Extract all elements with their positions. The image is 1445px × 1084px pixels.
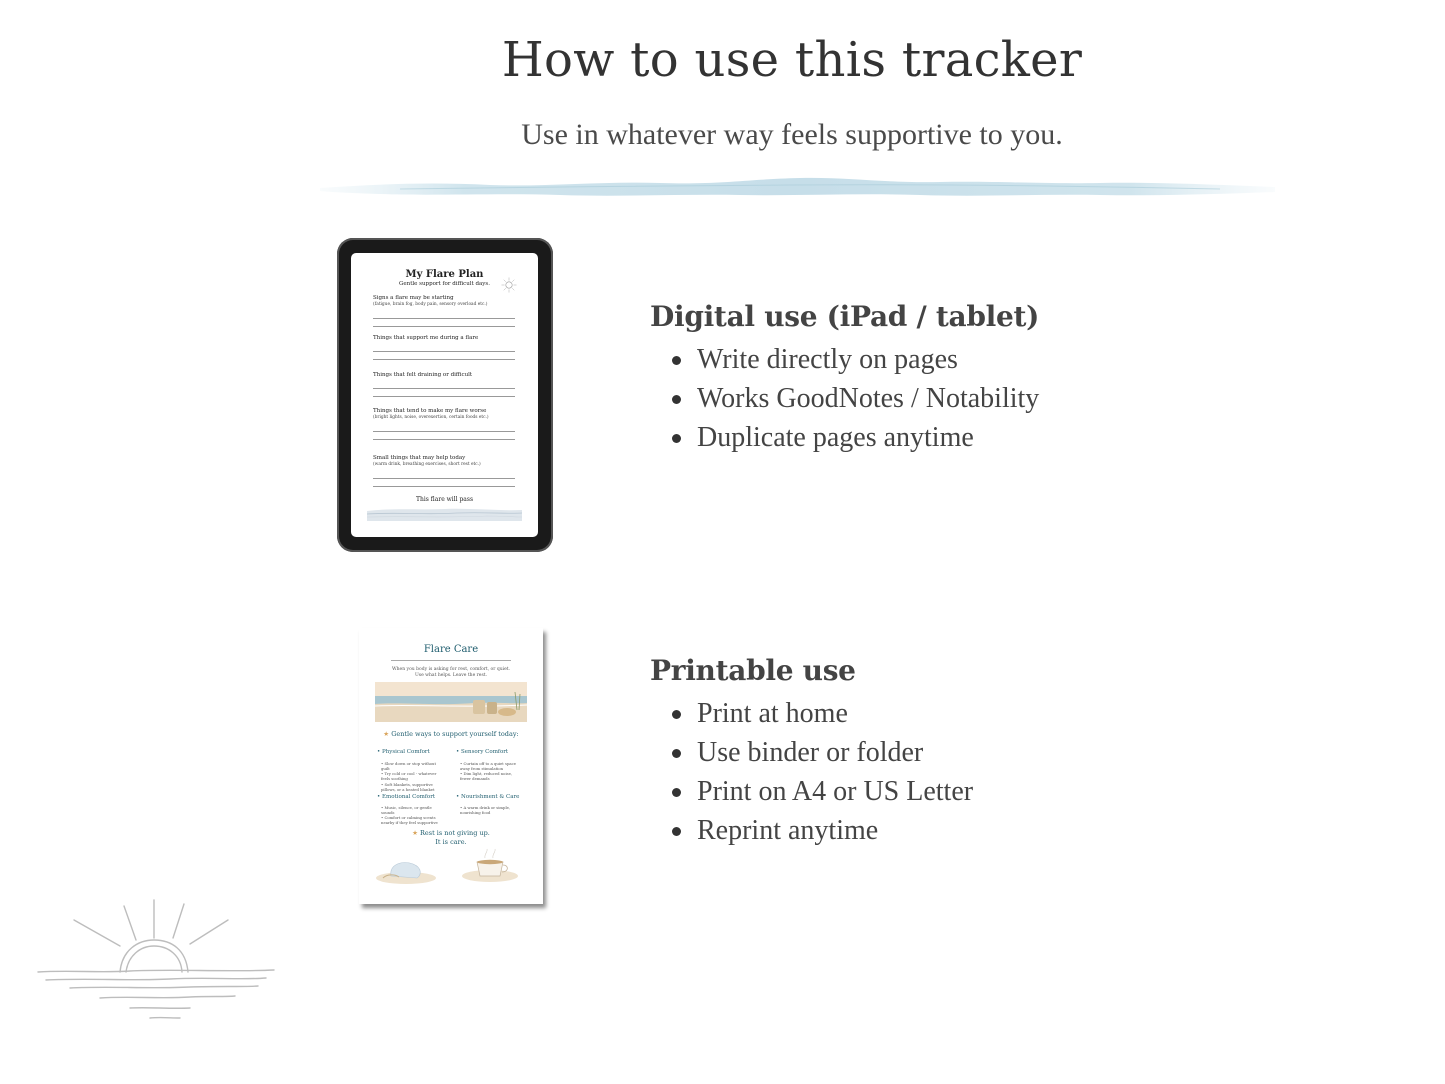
column-list (460, 761, 524, 782)
section-label: Things that tend to make my flare worse (373, 408, 487, 414)
rest-line: It is care. (435, 837, 467, 846)
flare-plan-section (373, 408, 518, 421)
write-line (373, 478, 515, 479)
list-item: • Try cold or cool - whatever feels soothing (381, 771, 437, 782)
gentle-ways-label: Gentle ways to support yourself today: (391, 730, 519, 738)
rest-line (359, 829, 543, 838)
write-line (373, 326, 515, 327)
column-heading: • Sensory Comfort (456, 749, 509, 755)
list-item: • Dim light, reduced noise, fewer demands (460, 771, 513, 782)
section-hint: (fatigue, brain fog, body pain, sensory overload etc.) (373, 302, 488, 308)
list-item: Write directly on pages (697, 340, 1039, 379)
page-title: How to use this tracker (501, 32, 1083, 88)
write-line (373, 431, 515, 432)
list-item: • Comfort or calming scents nearby if they feel supportive (381, 815, 438, 826)
flare-care-title: Flare Care (423, 644, 479, 655)
flare-plan-section (373, 295, 518, 308)
write-line (373, 388, 515, 389)
intro-line: When you body is asking for rest, comfort, or quiet. (392, 667, 510, 672)
printable-use-heading: Printable use (650, 654, 856, 687)
list-item: Reprint anytime (697, 811, 973, 850)
column-heading: • Emotional Comfort (377, 794, 436, 800)
intro-line: Use what helps. Leave the rest. (414, 673, 488, 679)
column-heading-label: Physical Comfort (382, 749, 430, 755)
list-item-text: Try cold or cool - whatever feels soothing (381, 771, 437, 782)
column-list (381, 805, 445, 826)
printable-page-preview (359, 628, 543, 904)
list-item: • Soft blankets, supportive pillows, or a heated blanket (381, 781, 435, 792)
list-item: Print at home (697, 694, 973, 733)
write-line (373, 359, 515, 360)
blanket-illustration (373, 850, 439, 886)
list-item-text: Music, silence, or gentle sounds (381, 805, 432, 816)
starfish-icon: ★ (383, 730, 390, 738)
flare-plan-title: My Flare Plan (405, 269, 484, 280)
sunrise-logo-icon (30, 880, 286, 1032)
write-line (373, 439, 515, 440)
column-heading: • Physical Comfort (377, 749, 430, 755)
write-line (373, 486, 515, 487)
tablet-preview (337, 238, 553, 552)
write-line (373, 396, 515, 397)
list-item: • A warm drink or simple, nourishing food (460, 805, 511, 816)
list-item-text: Soft blankets, supportive pillows, or a heated blanket (381, 781, 435, 792)
digital-use-heading: Digital use (iPad / tablet) (650, 300, 1040, 333)
list-item-text: Comfort or calming scents nearby if they feel supportive (381, 815, 438, 826)
list-item: • Music, silence, or gentle sounds (381, 805, 432, 816)
watercolor-wave-divider (320, 170, 1275, 204)
printable-use-list (650, 694, 973, 850)
beach-illustration (375, 682, 527, 722)
list-item: • Slow down or stop without guilt (381, 761, 437, 772)
section-hint: (bright lights, noise, overexertion, certain foods etc.) (373, 415, 489, 421)
page-subtitle: Use in whatever way feels supportive to you. (521, 118, 1063, 151)
tablet-screen (351, 253, 538, 537)
section-label: Things that felt draining or difficult (373, 372, 473, 378)
starfish-icon: ★ (412, 829, 418, 837)
list-item: Use binder or folder (697, 733, 973, 772)
section-label: Signs a flare may be starting (373, 295, 454, 301)
column-heading-label: Sensory Comfort (461, 749, 509, 755)
list-item: Duplicate pages anytime (697, 418, 1039, 457)
section-label: Things that support me during a flare (373, 335, 479, 341)
flare-plan-section (373, 455, 518, 468)
column-heading-label: Emotional Comfort (382, 794, 436, 800)
digital-use-section (650, 300, 1039, 457)
list-item-text: Dim light, reduced noise, fewer demands (460, 771, 513, 782)
divider (391, 660, 511, 661)
write-line (373, 351, 515, 352)
column-list (381, 761, 445, 792)
rest-message (359, 829, 543, 847)
sun-icon (501, 277, 517, 293)
column-heading: • Nourishment & Care (456, 794, 520, 800)
column-heading-label: Nourishment & Care (461, 794, 520, 800)
digital-use-list (650, 340, 1039, 457)
rest-line-text: Rest is not giving up. (420, 829, 490, 837)
list-item-text: A warm drink or simple, nourishing food (460, 805, 511, 816)
gentle-ways-heading (359, 730, 543, 738)
list-item: Print on A4 or US Letter (697, 772, 973, 811)
teacup-illustration (457, 846, 523, 884)
section-label: Small things that may help today (373, 455, 466, 461)
list-item: • Curtain off to a quiet space away from stimulation (460, 761, 517, 772)
write-line (373, 318, 515, 319)
flare-plan-footer: This flare will pass (415, 496, 474, 503)
flare-plan-subtitle: Gentle support for difficult days. (399, 281, 490, 287)
section-hint: (warm drink, breathing exercises, short rest etc.) (373, 462, 481, 468)
flare-care-intro (379, 667, 523, 679)
flare-plan-section (373, 335, 518, 342)
list-item: Works GoodNotes / Notability (697, 379, 1039, 418)
printable-use-section (650, 654, 973, 850)
column-list (460, 805, 524, 815)
sea-wave-illustration (367, 505, 522, 521)
flare-plan-section (373, 372, 518, 379)
list-item-text: Slow down or stop without guilt (381, 761, 437, 772)
list-item-text: Curtain off to a quiet space away from stimulation (460, 761, 517, 772)
